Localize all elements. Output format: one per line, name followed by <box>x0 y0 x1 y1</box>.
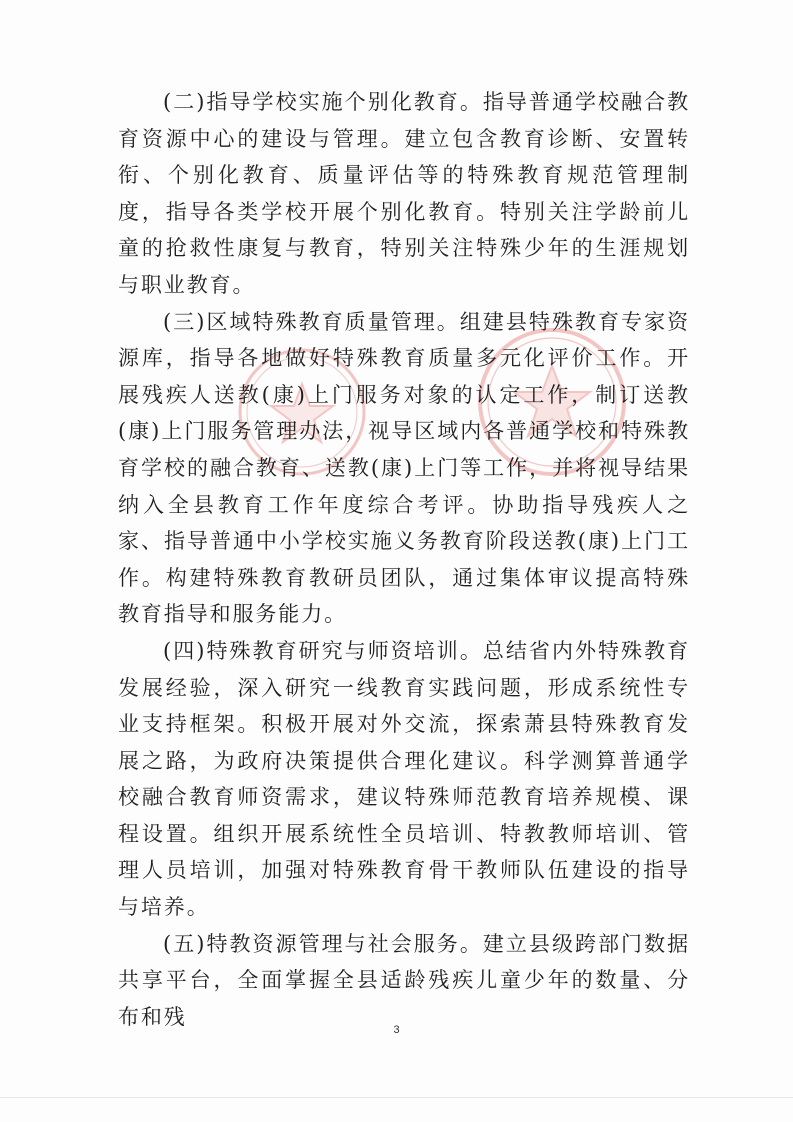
body-text <box>118 84 690 1035</box>
paragraph-quality-management: (三)区域特殊教育质量管理。组建县特殊教育专家资源库，指导各地做好特殊教育质量多元化评价工作。开展残疾人送教(康)上门服务对象的认定工作，制订送教(康)上门服务管理办法，视导区域内各普通学校和特殊教育学校的融合教育、送教(康)上门等工作，并将视导结果纳入全县教育工作年度综合考评。协助指导残疾人之家、指导普通中小学校实施义务教育阶段送教(康)上门工作。构建特殊教育教研员团队，通过集体审议提高特殊教育指导和服务能力。 <box>118 309 690 627</box>
paragraph-research-training: (四)特殊教育研究与师资培训。总结省内外特殊教育发展经验，深入研究一线教育实践问题，形成系统性专业支持框架。积极开展对外交流，探索萧县特殊教育发展之路，为政府决策提供合理化建议。科学测算普通学校融合教育师资需求，建议特殊师范教育培养规模、课程设置。组织开展系统性全员培训、特教教师培训、管理人员培训，加强对特殊教育骨干教师队伍建设的指导与培养。 <box>118 638 690 920</box>
paragraph-resource-management: (五)特教资源管理与社会服务。建立县级跨部门数据共享平台，全面掌握全县适龄残疾儿童少年的数量、分布和残 <box>118 931 690 1029</box>
scan-edge-divider <box>0 1097 793 1098</box>
page-number: 3 <box>393 1024 400 1036</box>
paragraph-individualized-education: (二)指导学校实施个别化教育。指导普通学校融合教育资源中心的建设与管理。建立包含教育诊断、安置转衔、个别化教育、质量评估等的特殊教育规范管理制度，指导各类学校开展个别化教育。特别关注学龄前儿童的抢救性康复与教育，特别关注特殊少年的生涯规划与职业教育。 <box>118 90 690 297</box>
